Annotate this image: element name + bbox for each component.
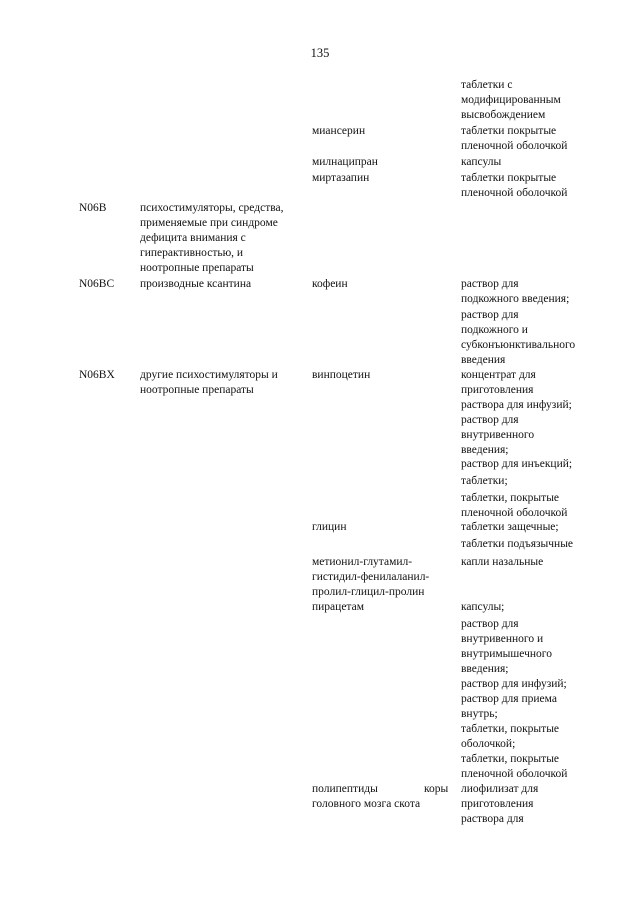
drug-name: пирацетам — [312, 601, 364, 613]
dosage-form-text: лиофилизат для приготовления раствора для — [461, 783, 539, 825]
drug-name-part: головного мозга скота — [312, 798, 421, 810]
dosage-form-text: капли назальные — [461, 556, 544, 568]
dosage-form-text: концентрат для приготовления раствора для инфузий; — [461, 369, 572, 411]
dosage-form-text: таблетки покрытые пленочной оболочкой — [461, 125, 568, 152]
dosage-form-text: таблетки, покрытые пленочной оболочкой — [461, 492, 568, 519]
dosage-form-text: раствор для приема внутрь; — [461, 693, 557, 720]
drug-name-part: полипептиды — [312, 783, 378, 795]
dosage-form-text: таблетки подъязычные — [461, 538, 574, 550]
dosage-form-text: капсулы; — [461, 601, 505, 613]
dosage-form-text: раствор для подкожного введения; — [461, 278, 570, 305]
atc-code: N06BC — [79, 278, 115, 290]
dosage-form-text: раствор для инъекций; — [461, 458, 573, 470]
drug-name-part: коры — [424, 783, 449, 795]
pharmacological-group: производные ксантина — [140, 278, 252, 290]
drug-name: глицин — [312, 521, 347, 533]
dosage-form-text: раствор для внутривенного и внутримышечного введения; — [461, 618, 552, 675]
drug-name: милнаципран — [312, 156, 378, 168]
dosage-form-text: раствор для внутривенного введения; — [461, 414, 535, 456]
dosage-form-text: таблетки защечные; — [461, 521, 559, 533]
dosage-form-text: капсулы — [461, 156, 502, 168]
atc-code: N06B — [79, 202, 107, 214]
dosage-form-text: раствор для инфузий; — [461, 678, 567, 690]
dosage-form-text: таблетки; — [461, 475, 508, 487]
dosage-form-text: таблетки с модифицированным высвобождением — [461, 79, 561, 121]
dosage-form-text: таблетки покрытые пленочной оболочкой — [461, 172, 568, 199]
dosage-form-text: таблетки, покрытые пленочной оболочкой — [461, 753, 568, 780]
drug-name: миансерин — [312, 125, 366, 137]
pharmacological-group: психостимуляторы, средства, применяемые при синдроме дефицита внимания с гиперактивностью, и ноотропные препараты — [140, 202, 284, 274]
atc-code: N06BX — [79, 369, 115, 381]
drug-name: метионил-глутамил- гистидил-фенилаланил- пролил-глицил-пролин — [312, 556, 430, 598]
drug-name: кофеин — [312, 278, 348, 290]
page-number: 135 — [310, 46, 330, 60]
drug-name: миртазапин — [312, 172, 370, 184]
dosage-form-text: таблетки, покрытые оболочкой; — [461, 723, 560, 750]
dosage-form-text: раствор для подкожного и субконъюнктивального введения — [461, 309, 576, 366]
drug-name: винпоцетин — [312, 369, 371, 381]
pharmacological-group: другие психостимуляторы и ноотропные препараты — [140, 369, 278, 396]
